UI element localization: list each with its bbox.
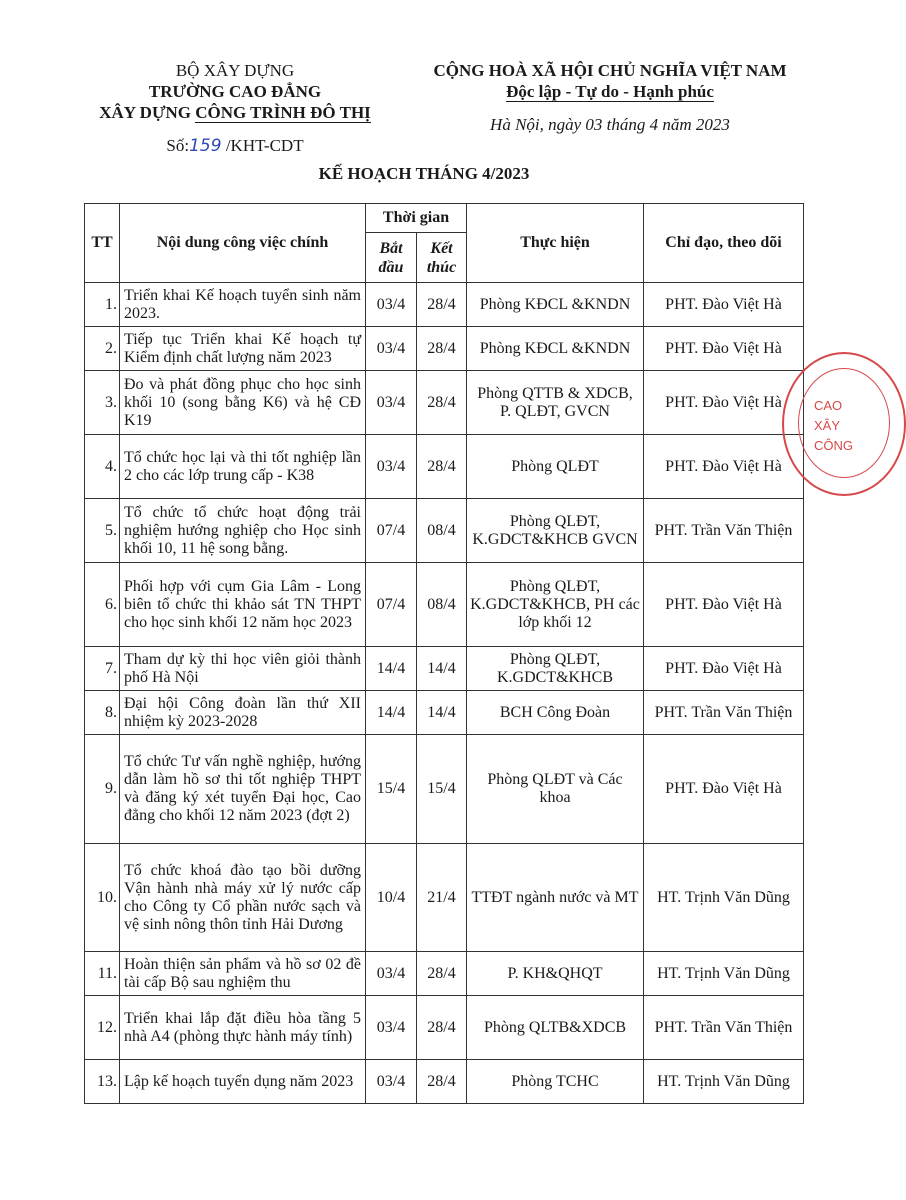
- end-date: 14/4: [417, 691, 467, 735]
- end-date: 08/4: [417, 499, 467, 563]
- task-content: Tiếp tục Triển khai Kế hoạch tự Kiểm định chất lượng năm 2023: [120, 327, 366, 371]
- start-date: 15/4: [366, 735, 417, 844]
- date-line: Hà Nội, ngày 03 tháng 4 năm 2023: [490, 115, 730, 134]
- end-date: 28/4: [417, 327, 467, 371]
- executor: TTĐT ngành nước và MT: [467, 844, 644, 952]
- start-date: 14/4: [366, 647, 417, 691]
- executor: Phòng KĐCL &KNDN: [467, 327, 644, 371]
- row-number: 2.: [85, 327, 120, 371]
- seal-text: CAO: [814, 398, 843, 413]
- supervisor: PHT. Trần Văn Thiện: [644, 499, 804, 563]
- end-date: 08/4: [417, 563, 467, 647]
- executor: Phòng QLĐT, K.GDCT&KHCB, PH các lớp khối 12: [467, 563, 644, 647]
- national-motto: Độc lập - Tự do - Hạnh phúc: [506, 82, 714, 101]
- task-content: Tổ chức Tư vấn nghề nghiệp, hướng dẫn làm hồ sơ thi tốt nghiệp THPT và đăng ký xét tuyển Đại học, Cao đẳng cho khối 12 năm 2023 (đợt 2): [120, 735, 366, 844]
- official-seal: [782, 352, 906, 496]
- end-date: 21/4: [417, 844, 467, 952]
- doc-no-prefix: Số:: [166, 136, 190, 155]
- table-row: [85, 1060, 804, 1104]
- supervisor: PHT. Trần Văn Thiện: [644, 691, 804, 735]
- row-number: 11.: [85, 952, 120, 996]
- supervisor: PHT. Đào Việt Hà: [644, 563, 804, 647]
- end-date: 15/4: [417, 735, 467, 844]
- table-row: [85, 327, 804, 371]
- col-header-supervisor: Chỉ đạo, theo dõi: [644, 204, 804, 283]
- end-date: 28/4: [417, 283, 467, 327]
- row-number: 7.: [85, 647, 120, 691]
- col-header-executor: Thực hiện: [467, 204, 644, 283]
- table-row: [85, 563, 804, 647]
- task-content: Phối hợp với cụm Gia Lâm - Long biên tổ chức thi khảo sát TN THPT cho học sinh khối 12 năm học 2023: [120, 563, 366, 647]
- task-content: Tham dự kỳ thi học viên giỏi thành phố Hà Nội: [120, 647, 366, 691]
- end-date: 28/4: [417, 1060, 467, 1104]
- start-date: 07/4: [366, 499, 417, 563]
- row-number: 10.: [85, 844, 120, 952]
- doc-no-handwritten: 159: [189, 136, 222, 156]
- school-name-line2-b: CÔNG TRÌNH ĐÔ THỊ: [195, 103, 371, 122]
- col-header-end: Kết thúc: [417, 233, 467, 283]
- table-row: [85, 499, 804, 563]
- document-number: [70, 135, 400, 157]
- executor: Phòng TCHC: [467, 1060, 644, 1104]
- table-row: [85, 371, 804, 435]
- document-title: KẾ HOẠCH THÁNG 4/2023: [318, 164, 530, 183]
- plan-table: [84, 203, 804, 1104]
- start-date: 03/4: [366, 952, 417, 996]
- task-content: Đo và phát đồng phục cho học sinh khối 10 (song bằng K6) và hệ CĐ K19: [120, 371, 366, 435]
- table-row: [85, 435, 804, 499]
- task-content: Hoàn thiện sản phẩm và hồ sơ 02 đề tài cấp Bộ sau nghiệm thu: [120, 952, 366, 996]
- executor: Phòng QLĐT: [467, 435, 644, 499]
- executor: Phòng KĐCL &KNDN: [467, 283, 644, 327]
- school-name-line2: [70, 102, 400, 123]
- supervisor: PHT. Đào Việt Hà: [644, 283, 804, 327]
- executor: Phòng QLTB&XDCB: [467, 996, 644, 1060]
- end-date: 28/4: [417, 435, 467, 499]
- start-date: 07/4: [366, 563, 417, 647]
- task-content: Tổ chức học lại và thi tốt nghiệp lần 2 cho các lớp trung cấp - K38: [120, 435, 366, 499]
- start-date: 10/4: [366, 844, 417, 952]
- national-header: [400, 60, 820, 135]
- task-content: Đại hội Công đoàn lần thứ XII nhiệm kỳ 2023-2028: [120, 691, 366, 735]
- start-date: 03/4: [366, 996, 417, 1060]
- table-row: [85, 996, 804, 1060]
- col-header-time: Thời gian: [366, 204, 467, 233]
- table-row: [85, 952, 804, 996]
- school-name-line1: TRƯỜNG CAO ĐẲNG: [148, 82, 322, 101]
- executor: Phòng QTTB & XDCB, P. QLĐT, GVCN: [467, 371, 644, 435]
- start-date: 03/4: [366, 283, 417, 327]
- row-number: 1.: [85, 283, 120, 327]
- col-header-tt: TT: [85, 204, 120, 283]
- row-number: 12.: [85, 996, 120, 1060]
- table-row: [85, 647, 804, 691]
- school-name-line2-a: XÂY DỰNG: [99, 103, 196, 122]
- supervisor: PHT. Đào Việt Hà: [644, 371, 804, 435]
- row-number: 9.: [85, 735, 120, 844]
- supervisor: HT. Trịnh Văn Dũng: [644, 1060, 804, 1104]
- issuer-header: [70, 60, 400, 157]
- executor: Phòng QLĐT, K.GDCT&KHCB GVCN: [467, 499, 644, 563]
- row-number: 13.: [85, 1060, 120, 1104]
- row-number: 8.: [85, 691, 120, 735]
- end-date: 28/4: [417, 952, 467, 996]
- supervisor: PHT. Đào Việt Hà: [644, 435, 804, 499]
- table-row: [85, 735, 804, 844]
- row-number: 6.: [85, 563, 120, 647]
- seal-text: XÂY: [814, 418, 841, 433]
- supervisor: HT. Trịnh Văn Dũng: [644, 952, 804, 996]
- task-content: Tổ chức tổ chức hoạt động trải nghiệm hướng nghiệp cho Học sinh khối 10, 11 hệ song bằng.: [120, 499, 366, 563]
- ministry-name: BỘ XÂY DỰNG: [175, 61, 295, 80]
- table-row: [85, 844, 804, 952]
- start-date: 03/4: [366, 371, 417, 435]
- executor: Phòng QLĐT, K.GDCT&KHCB: [467, 647, 644, 691]
- col-header-content: Nội dung công việc chính: [120, 204, 366, 283]
- supervisor: HT. Trịnh Văn Dũng: [644, 844, 804, 952]
- task-content: Triển khai Kế hoạch tuyển sinh năm 2023.: [120, 283, 366, 327]
- country-name: CỘNG HOÀ XÃ HỘI CHỦ NGHĨA VIỆT NAM: [433, 61, 787, 80]
- task-content: Lập kế hoạch tuyển dụng năm 2023: [120, 1060, 366, 1104]
- start-date: 03/4: [366, 435, 417, 499]
- doc-no-suffix: /KHT-CDT: [221, 136, 304, 155]
- end-date: 28/4: [417, 371, 467, 435]
- executor: BCH Công Đoàn: [467, 691, 644, 735]
- seal-text: CÔNG: [814, 438, 853, 453]
- end-date: 28/4: [417, 996, 467, 1060]
- executor: P. KH&QHQT: [467, 952, 644, 996]
- start-date: 14/4: [366, 691, 417, 735]
- table-row: [85, 283, 804, 327]
- col-header-start: Bắt đầu: [366, 233, 417, 283]
- supervisor: PHT. Đào Việt Hà: [644, 327, 804, 371]
- table-row: [85, 691, 804, 735]
- supervisor: PHT. Đào Việt Hà: [644, 647, 804, 691]
- start-date: 03/4: [366, 1060, 417, 1104]
- task-content: Tổ chức khoá đào tạo bồi dưỡng Vận hành nhà máy xử lý nước cấp cho Công ty Cổ phần nước sạch và vệ sinh nông thôn tỉnh Hải Dương: [120, 844, 366, 952]
- supervisor: PHT. Trần Văn Thiện: [644, 996, 804, 1060]
- executor: Phòng QLĐT và Các khoa: [467, 735, 644, 844]
- supervisor: PHT. Đào Việt Hà: [644, 735, 804, 844]
- task-content: Triển khai lắp đặt điều hòa tầng 5 nhà A4 (phòng thực hành máy tính): [120, 996, 366, 1060]
- row-number: 5.: [85, 499, 120, 563]
- row-number: 4.: [85, 435, 120, 499]
- row-number: 3.: [85, 371, 120, 435]
- start-date: 03/4: [366, 327, 417, 371]
- end-date: 14/4: [417, 647, 467, 691]
